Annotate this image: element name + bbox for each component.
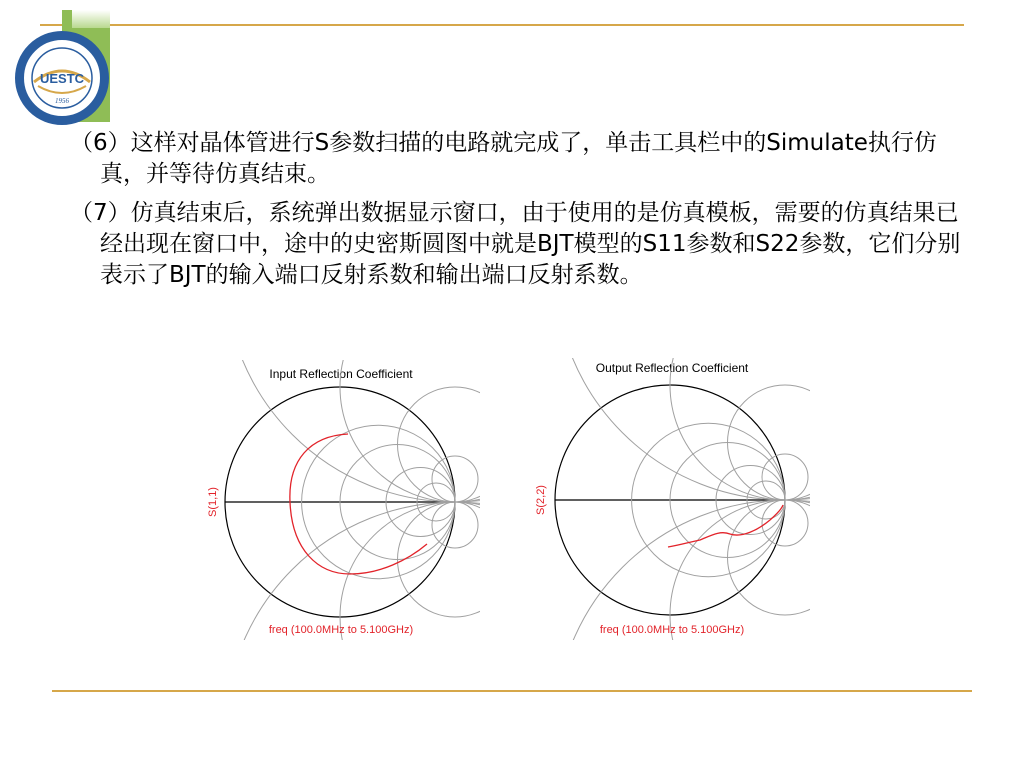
- logo-year: 1956: [55, 97, 69, 105]
- chart-ylabel-output: S(2,2): [535, 485, 547, 515]
- body-text: [70, 128, 970, 299]
- paragraph-step-7: （7）仿真结束后，系统弹出数据显示窗口，由于使用的是仿真模板，需要的仿真结果已经出现在窗口中，途中的史密斯圆图中就是BJT模型的S11参数和S22参数，它们分别表示了BJT的输入端口反射系数和输出端口反射系数。: [70, 200, 961, 288]
- bottom-divider: [52, 690, 972, 692]
- chart-xlabel-input: freq (100.0MHz to 5.100GHz): [268, 624, 414, 636]
- reactance-arc-neg-2: [398, 502, 481, 617]
- top-divider: [40, 24, 964, 26]
- reactance-arc-pos-half: [225, 360, 480, 502]
- chart-title-input: Input Reflection Coefficient: [269, 367, 413, 381]
- reactance-arc-pos-2: [728, 385, 811, 500]
- paragraph-step-6: （6）这样对晶体管进行S参数扫描的电路就完成了，单击工具栏中的Simulate执行仿真，并等待仿真结束。: [70, 130, 937, 187]
- reactance-arc-neg-half: [555, 500, 810, 640]
- smith-grid-input: [225, 360, 480, 640]
- reactance-arc-pos-half: [555, 358, 810, 500]
- reactance-arc-neg-2: [728, 500, 811, 615]
- logo-accent-fade: [72, 10, 110, 28]
- reactance-arc-neg-1: [340, 502, 480, 640]
- smith-chart-output: [520, 358, 810, 640]
- reactance-arc-pos-2: [398, 387, 481, 502]
- uestc-logo: [14, 30, 110, 126]
- reactance-arc-neg-half: [225, 502, 480, 640]
- chart-xlabel-output: freq (100.0MHz to 5.100GHz): [599, 624, 745, 636]
- logo-text: UESTC: [39, 71, 85, 86]
- smith-grid-output: [555, 358, 810, 640]
- chart-title-output: Output Reflection Coefficient: [595, 361, 749, 375]
- smith-chart-input: [190, 360, 480, 640]
- chart-ylabel-input: S(1,1): [207, 487, 219, 517]
